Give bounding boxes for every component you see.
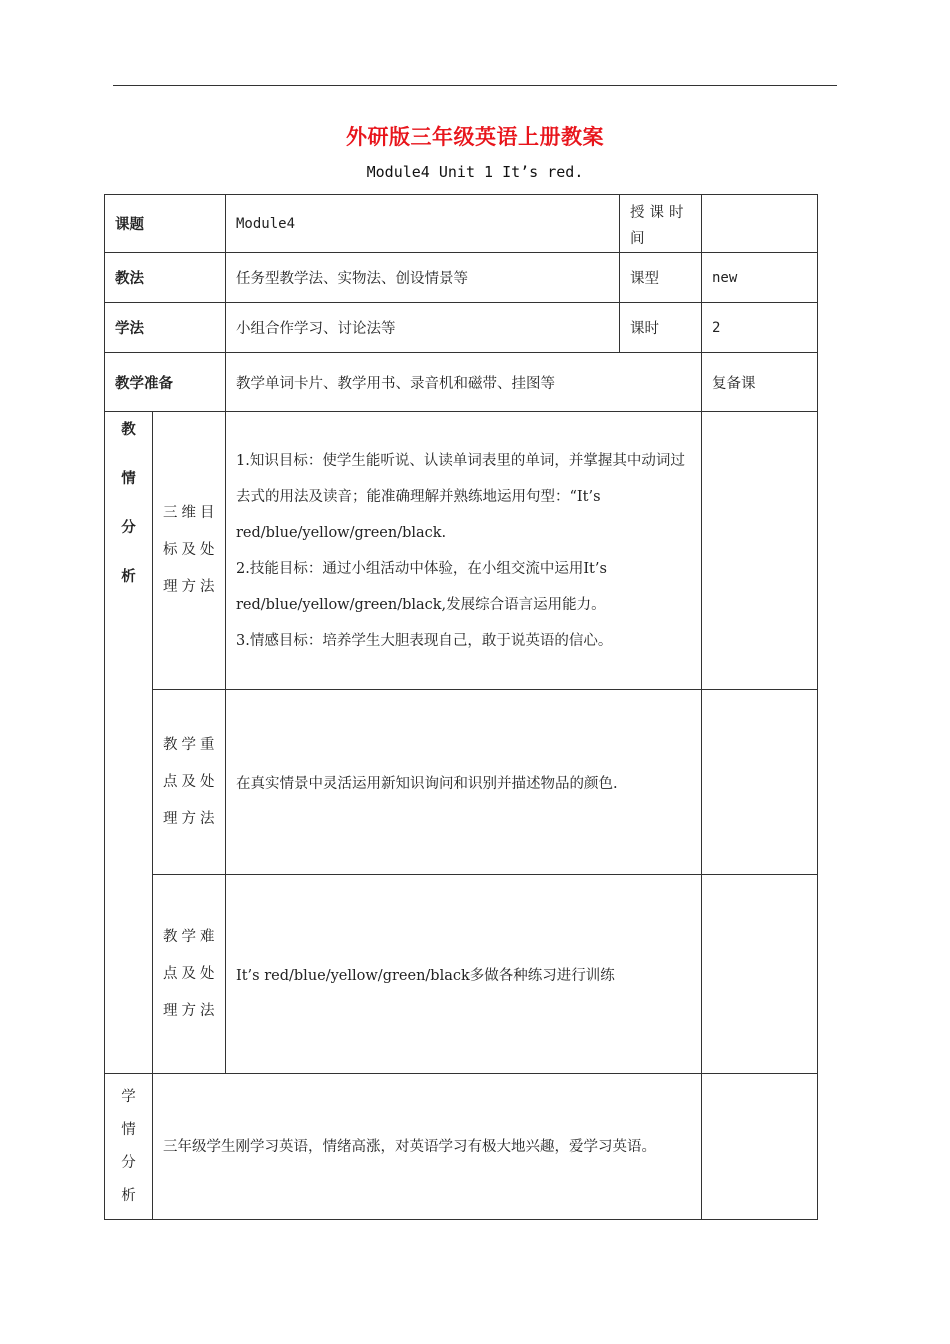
key-points-content: 在真实情景中灵活运用新知识询问和识别并描述物品的颜色.	[226, 690, 702, 875]
lesson-plan-table	[104, 194, 818, 1220]
key-points-note	[702, 690, 818, 875]
document-title: 外研版三年级英语上册教案	[346, 125, 604, 149]
row-method	[105, 253, 818, 303]
row-key-points	[105, 690, 818, 875]
learner-side-label: 学 情 分 析	[105, 1074, 153, 1220]
difficulties-label: 教学难点及处理方法	[153, 875, 226, 1074]
analysis-side-label: 教 情 分 析	[105, 412, 153, 1074]
learner-content: 三年级学生刚学习英语，情绪高涨，对英语学习有极大地兴趣，爱学习英语。	[153, 1074, 702, 1220]
row-topic	[105, 195, 818, 253]
row-difficulties	[105, 875, 818, 1074]
lesson-type-label: 课型	[620, 253, 702, 303]
class-time-value	[702, 195, 818, 253]
key-points-label: 教学重点及处理方法	[153, 690, 226, 875]
objective-emotion: 3.情感目标：培养学生大胆表现自己，敢于说英语的信心。	[236, 632, 613, 649]
learning-label: 学法	[105, 303, 226, 353]
periods-label: 课时	[620, 303, 702, 353]
row-learner-analysis	[105, 1074, 818, 1220]
difficulties-note	[702, 875, 818, 1074]
objective-skill: 2.技能目标：通过小组活动中体验，在小组交流中运用It’s red/blue/yellow/green/black,发展综合语言运用能力。	[236, 560, 607, 613]
row-objectives	[105, 412, 818, 690]
objectives-label: 三维目标及处理方法	[153, 412, 226, 690]
review-label: 复备课	[702, 353, 818, 412]
method-label: 教法	[105, 253, 226, 303]
learner-note	[702, 1074, 818, 1220]
difficulties-content: It’s red/blue/yellow/green/black多做各种练习进行训练	[226, 875, 702, 1074]
preparation-value: 教学单词卡片、教学用书、录音机和磁带、挂图等	[226, 353, 702, 412]
periods-value: 2	[702, 303, 818, 353]
method-value: 任务型教学法、实物法、创设情景等	[226, 253, 620, 303]
topic-value: Module4	[226, 195, 620, 253]
row-learning	[105, 303, 818, 353]
objective-knowledge: 1.知识目标：使学生能听说、认读单词表里的单词，并掌握其中动词过去式的用法及读音；能准确理解并熟练地运用句型：“It’s red/blue/yellow/green/black.	[236, 452, 685, 541]
class-time-label: 授课时间	[620, 195, 702, 253]
lesson-type-value: new	[702, 253, 818, 303]
preparation-label: 教学准备	[105, 353, 226, 412]
row-preparation	[105, 353, 818, 412]
header-rule	[113, 85, 837, 86]
learning-value: 小组合作学习、讨论法等	[226, 303, 620, 353]
document-subtitle: Module4 Unit 1 It’s red.	[366, 163, 584, 181]
objectives-note	[702, 412, 818, 690]
objectives-content	[226, 412, 702, 690]
topic-label: 课题	[105, 195, 226, 253]
